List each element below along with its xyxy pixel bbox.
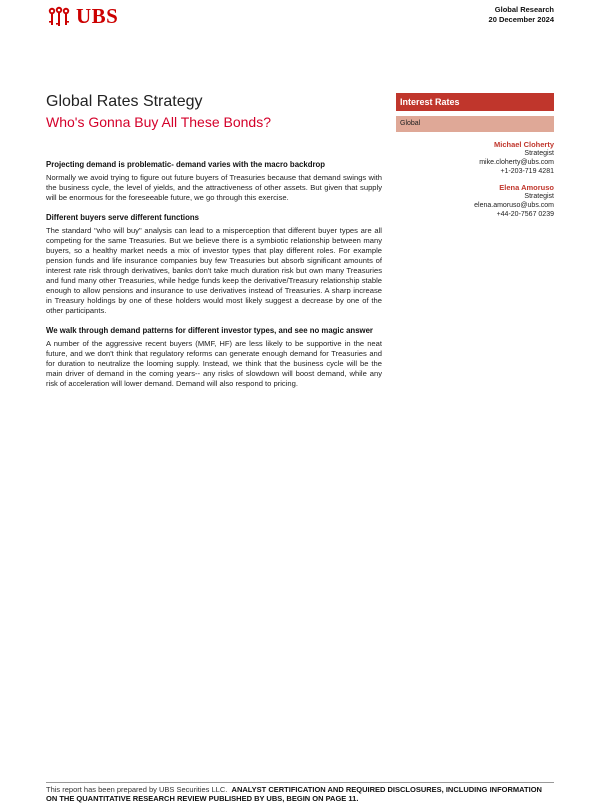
region-band: Global xyxy=(396,116,554,132)
logo-text: UBS xyxy=(76,4,119,28)
analyst-role: Strategist xyxy=(524,193,554,200)
section-buyer-functions xyxy=(46,213,382,316)
section-heading: Projecting demand is problematic- demand varies with the macro backdrop xyxy=(46,160,326,169)
ubs-logo xyxy=(46,4,118,29)
section-body: A number of the aggressive recent buyers (MMF, HF) are less likely to be supportive in the neat future, and we don't think that regulatory reforms can generate enough demand for Treasuries and for duration to neutralize the looming supply. Instead, we think that the business cycle will be the main driver of demand in the coming years-- any risks of slowdown will boost demand, while any risk of acceleration will lower demand. Demand will also respond to pricing. xyxy=(46,339,382,388)
analyst-name: Michael Cloherty xyxy=(493,140,554,149)
main-content xyxy=(46,160,382,399)
analyst-card xyxy=(396,183,554,219)
analyst-role: Strategist xyxy=(524,150,554,157)
analyst-phone: +1-203-719 4281 xyxy=(500,168,554,175)
page-title: Global Rates Strategy xyxy=(46,93,203,110)
section-heading: Different buyers serve different functions xyxy=(46,213,199,222)
section-heading: We walk through demand patterns for different investor types, and see no magic answer xyxy=(46,326,373,335)
report-date: 20 December 2024 xyxy=(488,15,554,24)
sidebar xyxy=(396,93,554,219)
page-subtitle: Who's Gonna Buy All These Bonds? xyxy=(46,114,271,130)
keys-icon xyxy=(46,6,72,28)
analyst-name: Elena Amoruso xyxy=(499,183,554,192)
analyst-email[interactable]: elena.amoruso@ubs.com xyxy=(474,202,554,209)
report-series: Global Research xyxy=(494,5,554,14)
section-body: The standard "who will buy" analysis can lead to a misperception that different buyer types are all competing for the same Treasuries. But we believe there is a symbiotic relationship between many buyers, so a healthy market needs a mix of investor types that play different roles. For example pension funds and life insurance companies buy few Treasuries but absorb significant amounts of interest rate risk through derivatives, banks don't take much duration risk but own many Treasuries and fund many other Treasuries, while hedge funds keep the derivative/Treasury relationship stable enough to allow pensions and insurance to use derivatives instead of Treasuries. A sharp increase in Treasury holdings by one of these holders would most likely suggest a decrease by one of the other participants. xyxy=(46,226,382,315)
section-body: Normally we avoid trying to figure out future buyers of Treasuries because that demand swings with the business cycle, the level of yields, and the attractiveness of other assets. But given that supply will be enormous for the foreseeable future, we go through this exercise. xyxy=(46,173,382,202)
title-block xyxy=(46,92,386,132)
analyst-card xyxy=(396,140,554,176)
footer-prefix: This report has been prepared by UBS Securities LLC. xyxy=(46,785,228,794)
analyst-list xyxy=(396,140,554,219)
analyst-phone: +44-20-7567 0239 xyxy=(496,211,554,218)
section-demand-projection xyxy=(46,160,382,203)
report-meta xyxy=(489,5,554,25)
footer-disclosure: ANALYST CERTIFICATION AND REQUIRED DISCLOSURES, INCLUDING INFORMATION ON THE QUANTITATIVE RESEARCH REVIEW PUBLISHED BY UBS, BEGIN ON PAGE 11. xyxy=(46,785,542,803)
section-demand-patterns xyxy=(46,326,382,389)
category-band: Interest Rates xyxy=(396,93,554,111)
analyst-email[interactable]: mike.cloherty@ubs.com xyxy=(479,159,554,166)
